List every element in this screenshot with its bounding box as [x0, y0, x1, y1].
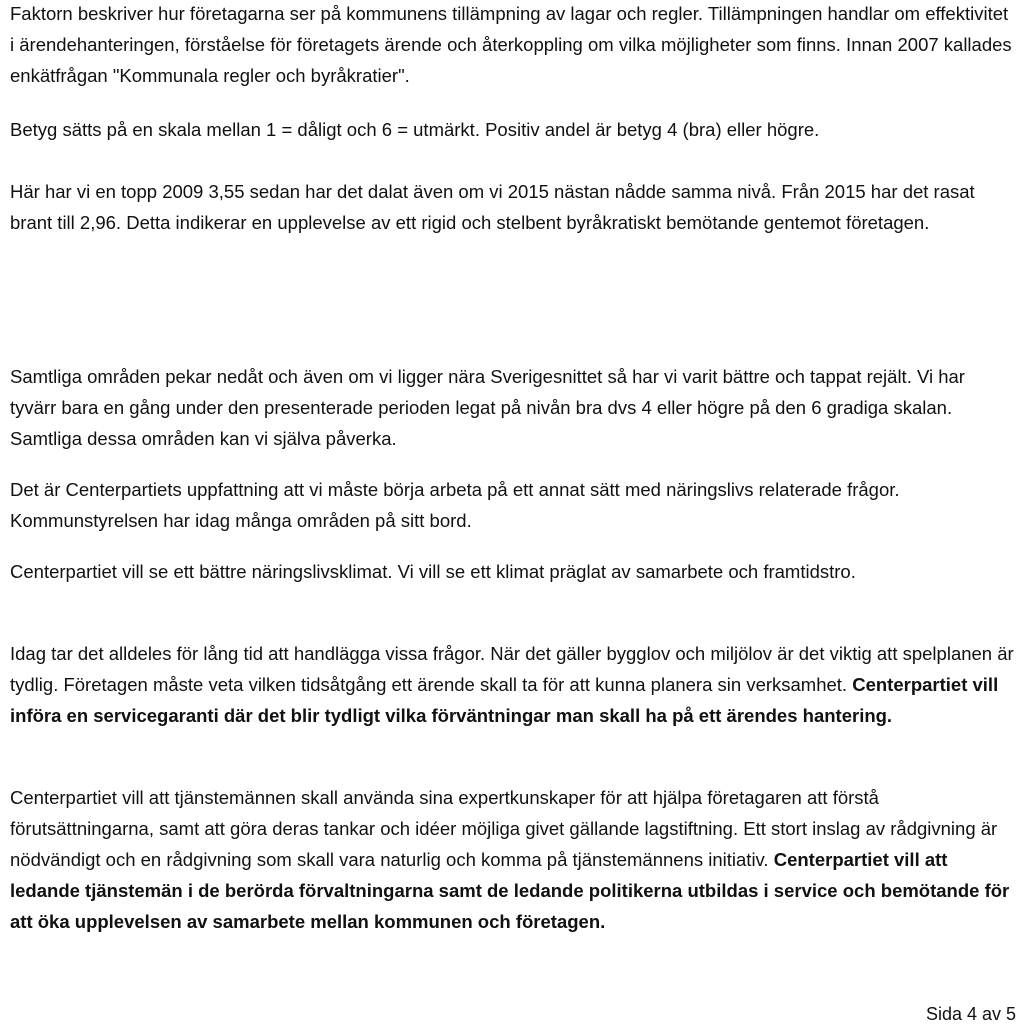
paragraph-text: Centerpartiet vill se ett bättre näringslivsklimat. Vi vill se ett klimat präglat av samarbete och framtidstro.: [10, 561, 856, 582]
paragraph-rating-scale: [10, 114, 1016, 145]
paragraph-bold-text: Centerpartiet vill införa en servicegaranti där det blir tydligt vilka förväntningar man skall ha på ett ärendes hantering.: [10, 674, 999, 726]
paragraph-text: Faktorn beskriver hur företagarna ser på kommunens tillämpning av lagar och regler. Tillämpningen handlar om effektivitet i ärendehanteringen, förståelse för företagets ärende och återkoppling om vilka möjligheter som finns. Innan 2007 kallades enkätfrågan "Kommunala regler och byråkratier".: [10, 3, 1012, 86]
paragraph-trend-analysis: [10, 176, 1016, 238]
paragraph-text: Betyg sätts på en skala mellan 1 = dåligt och 6 = utmärkt. Positiv andel är betyg 4 (bra) eller högre.: [10, 119, 820, 140]
paragraph-text: Här har vi en topp 2009 3,55 sedan har det dalat även om vi 2015 nästan nådde samma nivå. Från 2015 har det rasat brant till 2,96. Detta indikerar en upplevelse av ett rigid och stelbent byråkratiskt bemötande gentemot företagen.: [10, 181, 975, 233]
paragraph-text: Samtliga områden pekar nedåt och även om vi ligger nära Sverigesnittet så har vi varit bättre och tappat rejält. Vi har tyvärr bara en gång under den presenterade perioden legat på nivån bra dvs 4 eller högre på den 6 gradiga skalan. Samtliga dessa områden kan vi själva påverka.: [10, 366, 965, 449]
paragraph-factor-description: [10, 0, 1016, 91]
page-number-footer: Sida 4 av 5: [925, 1004, 1016, 1024]
paragraph-advisory-role: [10, 782, 1016, 937]
paragraph-all-areas: [10, 361, 1016, 454]
paragraph-centerpartiet-view: [10, 474, 1016, 536]
paragraph-bold-text: Centerpartiet vill att ledande tjänstemän i de berörda förvaltningarna samt de ledande politikerna utbildas i service och bemötande för att öka upplevelsen av samarbete mellan kommunen och företagen.: [10, 849, 1010, 932]
paragraph-business-climate: [10, 556, 1016, 587]
paragraph-text: Det är Centerpartiets uppfattning att vi måste börja arbeta på ett annat sätt med näringslivs relaterade frågor. Kommunstyrelsen har idag många områden på sitt bord.: [10, 479, 900, 531]
paragraph-text: Centerpartiet vill att tjänstemännen skall använda sina expertkunskaper för att hjälpa företagaren att förstå förutsättningarna, samt att göra deras tankar och idéer möjliga givet gällande lagstiftning. Ett stort inslag av rådgivning är nödvändigt och en rådgivning som skall vara naturlig och komma på tjänstemännens initiativ.: [10, 787, 998, 870]
paragraph-text: Idag tar det alldeles för lång tid att handlägga vissa frågor. När det gäller bygglov och miljölov är det viktig att spelplanen är tydlig. Företagen måste veta vilken tidsåtgång ett ärende skall ta för att kunna planera sin verksamhet.: [10, 643, 1014, 695]
paragraph-service-guarantee: [10, 638, 1016, 731]
